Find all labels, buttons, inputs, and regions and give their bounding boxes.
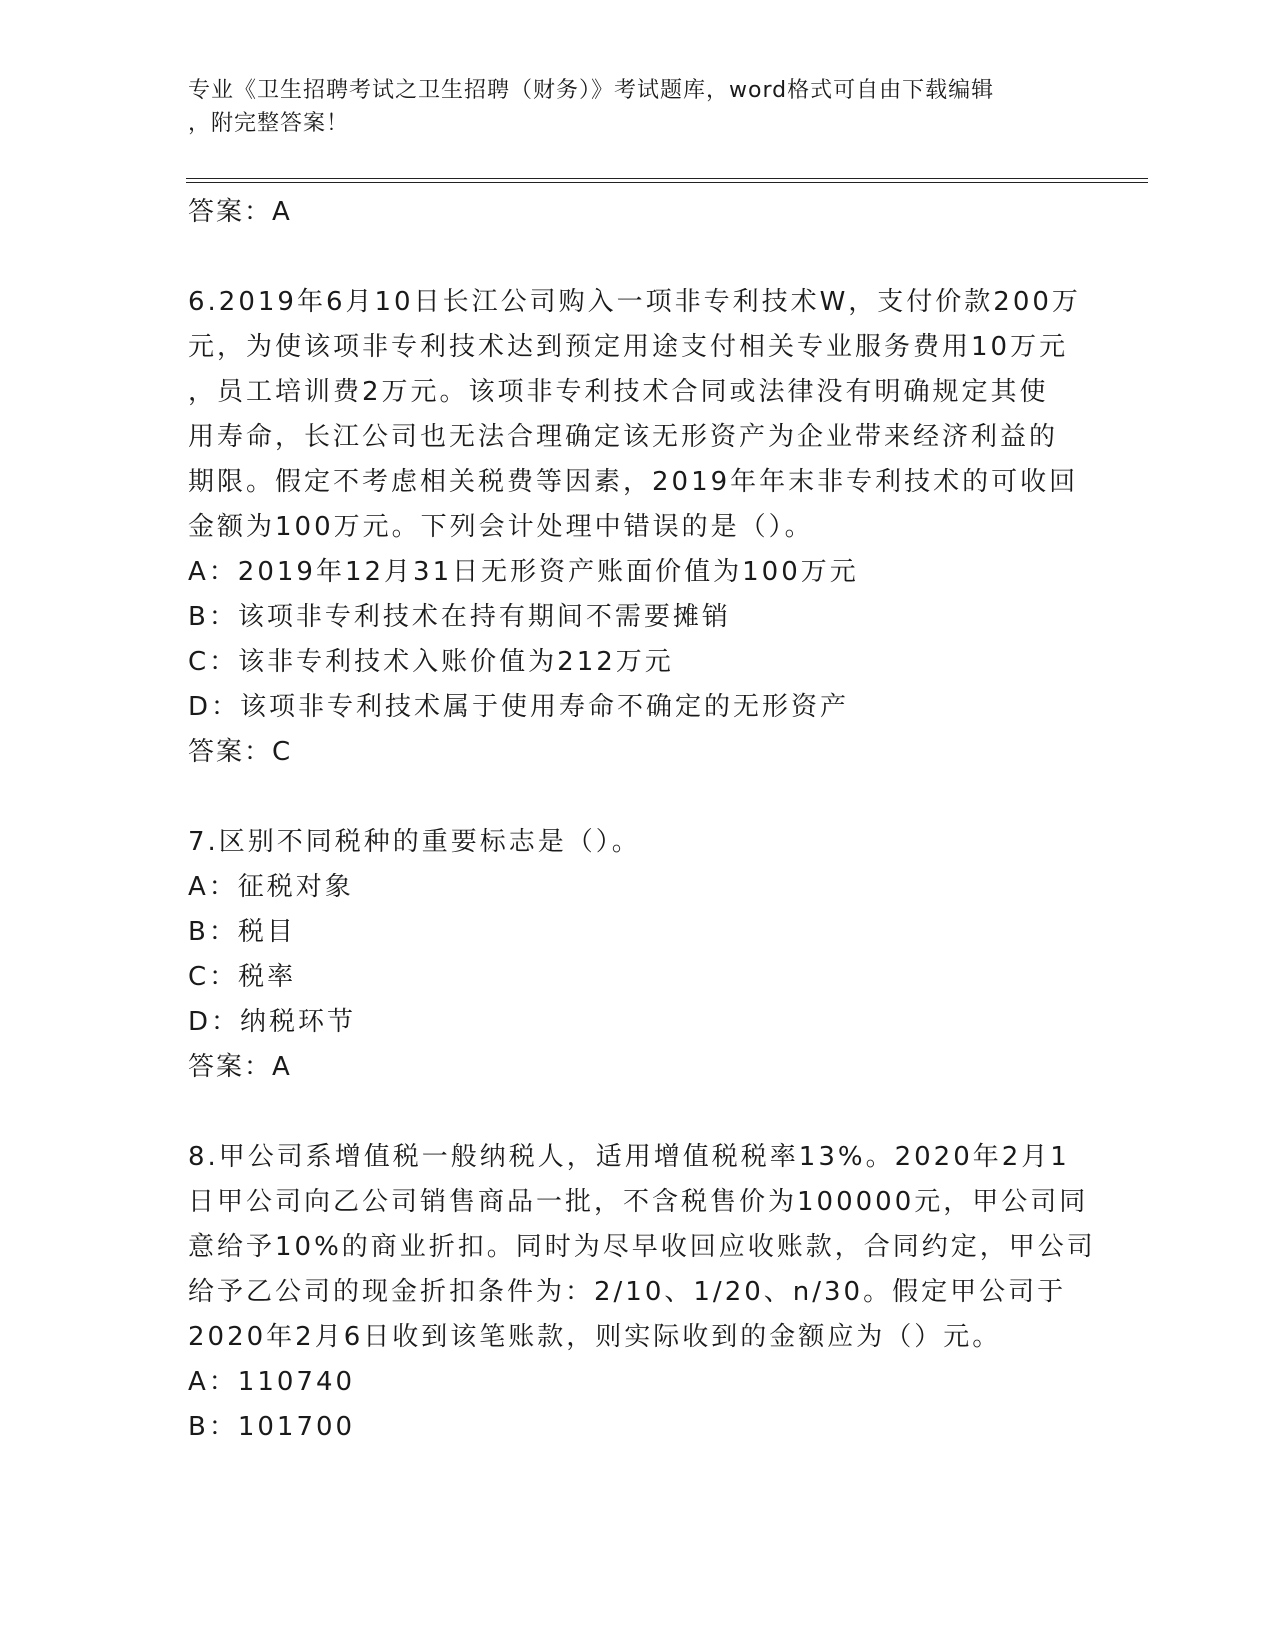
question-content (188, 190, 1148, 1450)
question-8-option-a: A：110740 (188, 1367, 356, 1397)
previous-answer: 答案：A (188, 197, 292, 227)
question-7-line-1: 7.区别不同税种的重要标志是（）。 (188, 827, 641, 857)
question-8 (188, 1135, 1148, 1450)
question-7-option-a: A：征税对象 (188, 872, 354, 902)
question-8-line-2: 日甲公司向乙公司销售商品一批，不含税售价为100000元，甲公司同 (188, 1187, 1089, 1217)
header-double-rule (186, 178, 1148, 183)
question-6-option-d: D：该项非专利技术属于使用寿命不确定的无形资产 (188, 692, 850, 722)
question-7-option-d: D：纳税环节 (188, 1007, 357, 1037)
question-6-line-6: 金额为100万元。下列会计处理中错误的是（）。 (188, 512, 814, 542)
header-line-1: 专业《卫生招聘考试之卫生招聘（财务）》考试题库，word格式可自由下载编辑 (188, 78, 995, 103)
question-8-line-1: 8.甲公司系增值税一般纳税人，适用增值税税率13%。2020年2月1 (188, 1142, 1070, 1172)
question-7-answer: 答案：A (188, 1052, 292, 1082)
question-6-option-b: B：该项非专利技术在持有期间不需要摊销 (188, 602, 731, 632)
question-6-option-a: A：2019年12月31日无形资产账面价值为100万元 (188, 557, 859, 587)
question-7-option-c: C：税率 (188, 962, 297, 992)
spacer (188, 775, 1148, 820)
question-6-answer: 答案：C (188, 737, 293, 767)
question-6-line-2: 元，为使该项非专利技术达到预定用途支付相关专业服务费用10万元 (188, 332, 1069, 362)
question-7-option-b: B：税目 (188, 917, 296, 947)
question-8-line-3: 意给予10%的商业折扣。同时为尽早收回应收账款，合同约定，甲公司 (188, 1232, 1096, 1262)
question-6-option-c: C：该非专利技术入账价值为212万元 (188, 647, 674, 677)
question-8-line-5: 2020年2月6日收到该笔账款，则实际收到的金额应为（）元。 (188, 1322, 1002, 1352)
question-6-line-5: 期限。假定不考虑相关税费等因素，2019年年末非专利技术的可收回 (188, 467, 1079, 497)
page-header (188, 74, 1088, 140)
header-line-2: ，附完整答案！ (188, 111, 350, 136)
question-6 (188, 280, 1148, 775)
question-7 (188, 820, 1148, 1090)
question-6-line-1: 6.2019年6月10日长江公司购入一项非专利技术W，支付价款200万 (188, 287, 1081, 317)
question-6-line-3: ，员工培训费2万元。该项非专利技术合同或法律没有明确规定其使 (188, 377, 1049, 407)
spacer (188, 1090, 1148, 1135)
spacer (188, 235, 1148, 280)
question-8-line-4: 给予乙公司的现金折扣条件为：2/10、1/20、n/30。假定甲公司于 (188, 1277, 1067, 1307)
question-8-option-b: B：101700 (188, 1412, 356, 1442)
question-6-line-4: 用寿命，长江公司也无法合理确定该无形资产为企业带来经济利益的 (188, 422, 1059, 452)
